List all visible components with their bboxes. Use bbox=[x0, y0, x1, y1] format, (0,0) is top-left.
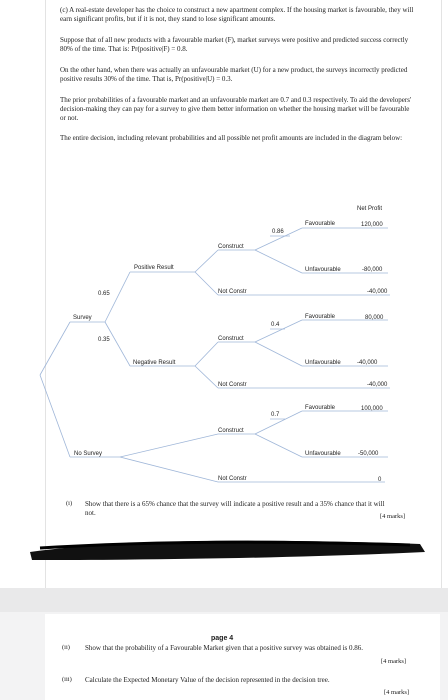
branch-survey: Survey bbox=[73, 315, 92, 321]
branch-positive-result: Positive Result bbox=[134, 265, 174, 271]
question-marks: [4 marks] bbox=[380, 513, 406, 520]
question-marks: [4 marks] bbox=[381, 658, 407, 665]
net-profit-value: -80,000 bbox=[362, 267, 383, 273]
branch-construct: Construct bbox=[218, 428, 244, 434]
question-number: (i) bbox=[66, 500, 73, 507]
question-text: Calculate the Expected Monetary Value of the decision represented in the decision tree. bbox=[85, 676, 330, 684]
net-profit-value: -40,000 bbox=[367, 289, 388, 295]
branch-not-construct: Not Constr bbox=[218, 289, 247, 295]
net-profit-value: 120,000 bbox=[361, 222, 383, 228]
net-profit-header: Net Profit bbox=[357, 206, 383, 212]
net-profit-value: -40,000 bbox=[367, 382, 388, 388]
prob-favourable-no-survey: 0.7 bbox=[271, 412, 280, 418]
branch-unfavourable: Unfavourable bbox=[305, 360, 341, 366]
question-number: (ii) bbox=[62, 644, 70, 651]
exam-page-2 bbox=[45, 614, 440, 700]
net-profit-value: 0 bbox=[378, 477, 382, 483]
net-profit-value: -40,000 bbox=[357, 360, 378, 366]
branch-favourable: Favourable bbox=[305, 221, 336, 227]
page-number: page 4 bbox=[211, 635, 234, 642]
prob-favourable-negative: 0.4 bbox=[271, 322, 280, 328]
prob-favourable-positive: 0.86 bbox=[272, 229, 284, 235]
branch-negative-result: Negative Result bbox=[133, 360, 176, 366]
branch-no-survey: No Survey bbox=[74, 451, 103, 457]
paragraph-positive-f: Suppose that of all new products with a favourable market (F), market surveys were positive and predicted success correctly 80% of the time. That is: Pr(positive|F) = 0.8. bbox=[60, 36, 409, 53]
branch-favourable: Favourable bbox=[305, 314, 336, 320]
question-marks: [4 marks] bbox=[384, 689, 410, 696]
branch-favourable: Favourable bbox=[305, 405, 336, 411]
question-text: Show that there is a 65% chance that the survey will indicate a positive result and a 35% chance that it will not. bbox=[85, 500, 385, 517]
prob-positive-result: 0.65 bbox=[98, 291, 110, 297]
paragraph-priors: The prior probabilities of a favourable market and an unfavourable market are 0.7 and 0.3 respectively. To aid the developers' decision-making they can pay for a survey to give them better information on whether the housing market will be favourable or not. bbox=[60, 96, 412, 122]
question-text: Show that the probability of a Favourable Market given that a positive survey was obtained is 0.86. bbox=[85, 644, 363, 652]
branch-construct: Construct bbox=[218, 244, 244, 250]
branch-unfavourable: Unfavourable bbox=[305, 267, 341, 273]
net-profit-value: 100,000 bbox=[361, 406, 383, 412]
question-part-c: (c) A real-estate developer has the choice to construct a new apartment complex. If the housing market is favourable, they will earn significant profits, but if it is not, they stand to lose significant amounts. bbox=[60, 6, 414, 23]
prob-negative-result: 0.35 bbox=[98, 337, 110, 343]
paragraph-diagram-intro: The entire decision, including relevant probabilities and all possible net profit amounts are included in the diagram below: bbox=[60, 134, 403, 142]
net-profit-value: -50,000 bbox=[358, 451, 379, 457]
net-profit-value: 80,000 bbox=[365, 315, 384, 321]
page-break bbox=[0, 588, 448, 612]
paragraph-positive-u: On the other hand, when there was actually an unfavourable market (U) for a new product, the surveys incorrectly predicted positive results 30% of the time. That is, Pr(positive|U) = 0.3. bbox=[60, 66, 408, 83]
branch-construct: Construct bbox=[218, 336, 244, 342]
branch-unfavourable: Unfavourable bbox=[305, 451, 341, 457]
branch-not-construct: Not Constr bbox=[218, 382, 247, 388]
branch-not-construct: Not Constr bbox=[218, 476, 247, 482]
question-number: (iii) bbox=[62, 676, 72, 683]
redaction-mark bbox=[0, 530, 448, 570]
